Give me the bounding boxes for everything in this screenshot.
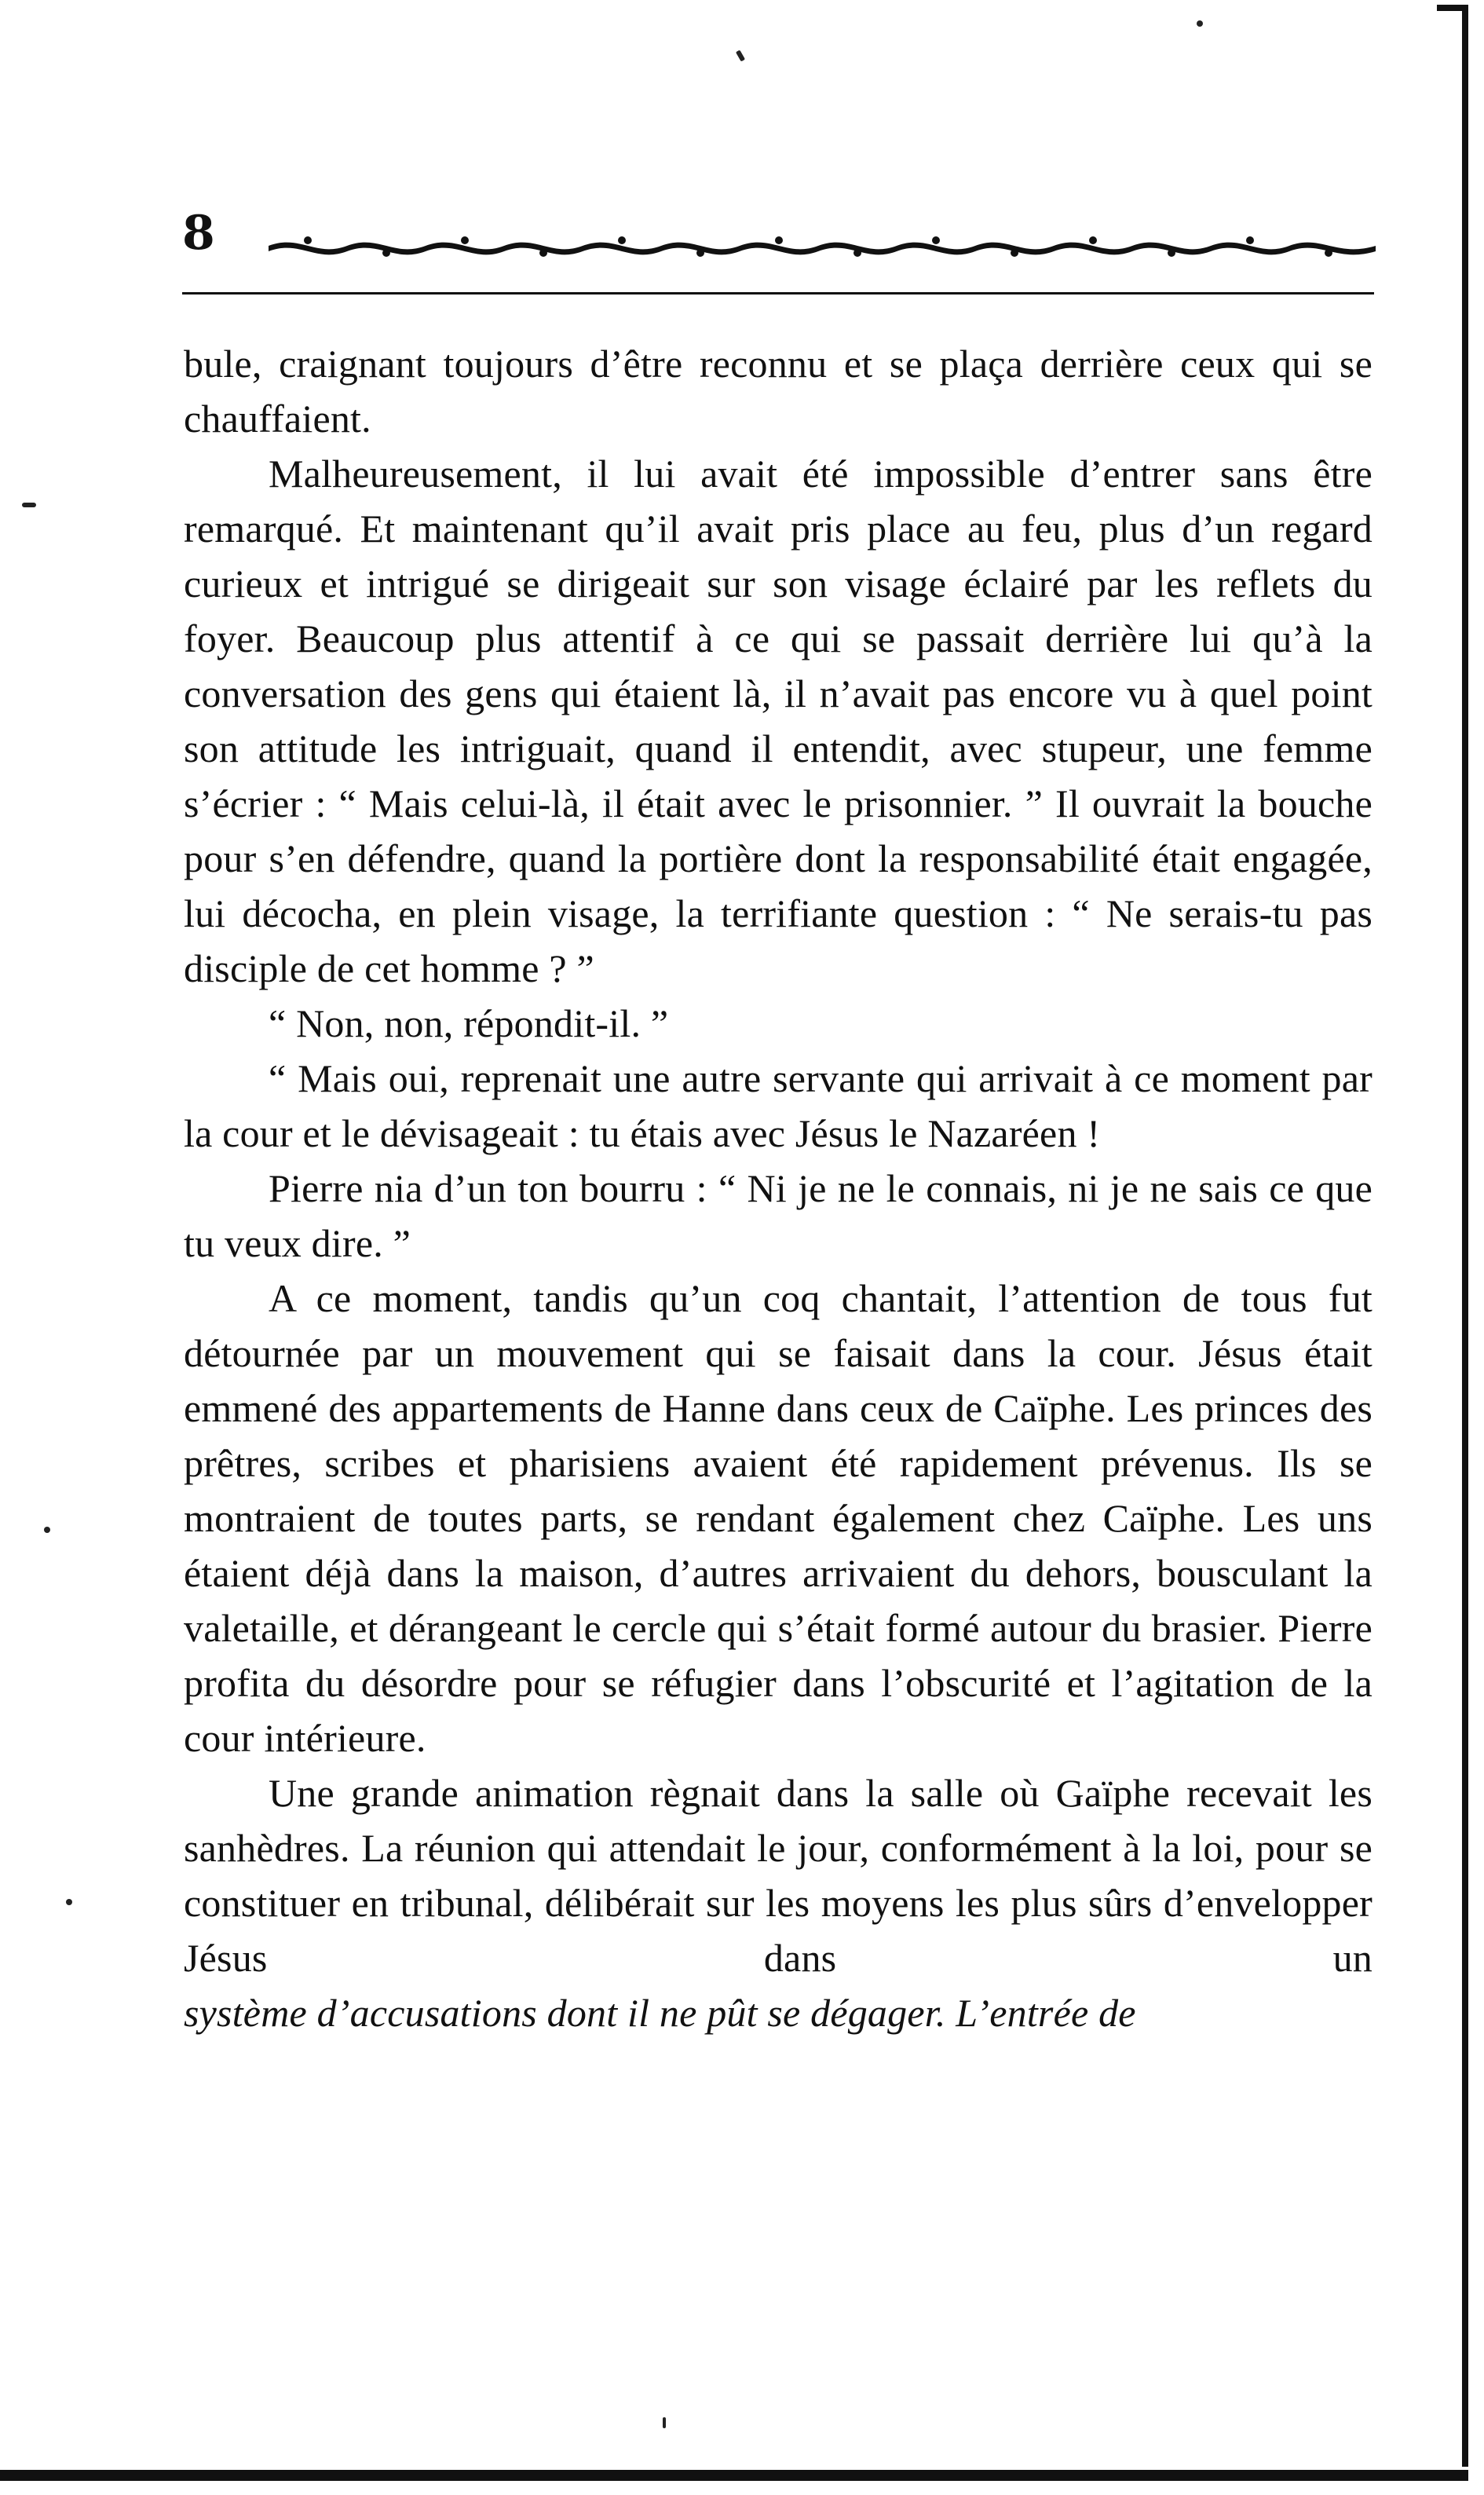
paragraph-continuation: système d’accusations dont il ne pût se dégager. L’entrée de: [184, 1991, 1136, 2035]
paragraph: A ce moment, tandis qu’un coq chantait, l’attention de tous fut détournée par un mouvement qui se faisait dans la cour. Jésus était emmené des appartements de Hanne dans ceux de Caïphe. Les princes des prêtres, scribes et pharisiens avaient été rapidement prévenus. Ils se montraient de toutes parts, se rendant également chez Caïphe. Les uns étaient déjà dans la maison, d’autres arrivaient du dehors, bousculant la valetaille, et dérangeant le cercle qui s’était formé autour du brasier. Pierre profita du désordre pour se réfugier dans l’obscurité et l’agitation de la cour intérieure.: [184, 1276, 1373, 1760]
paragraph: Malheureusement, il lui avait été impossible d’entrer sans être remarqué. Et maintenant qu’il avait pris place au feu, plus d’un regard curieux et intrigué se dirigeait sur son visage éclairé par les reflets du foyer. Beaucoup plus attentif à ce qui se passait derrière lui qu’à la conversation des gens qui étaient là, il n’avait pas encore vu à quel point son attitude les intriguait, quand il entendit, avec stupeur, une femme s’écrier : “ Mais celui-là, il était avec le prisonnier. ” Il ouvrait la bouche pour s’en défendre, quand la portière dont la responsabilité était engagée, lui décocha, en plein visage, la terrifiante question : “ Ne serais-tu pas disciple de cet homme ? ”: [184, 452, 1373, 990]
page-header: [182, 203, 1376, 273]
header-divider: [182, 292, 1374, 294]
decorative-ornament-icon: [269, 234, 1376, 258]
body-text: [184, 336, 1373, 2040]
scan-speck: [736, 49, 745, 61]
scan-speck: [66, 1899, 72, 1905]
scan-speck: [22, 503, 36, 507]
scan-border-bottom: [0, 2470, 1468, 2481]
scan-speck: [1197, 20, 1203, 27]
dialogue-paragraph: “ Mais oui, reprenait une autre servante qui arrivait à ce moment par la cour et le dévisageait : tu étais avec Jésus le Nazaréen !: [184, 1056, 1373, 1155]
paragraph: Pierre nia d’un ton bourru : “ Ni je ne le connais, ni je ne sais ce que tu veux dire. ”: [184, 1166, 1373, 1265]
scan-border-right: [1462, 5, 1468, 2467]
paragraph: Une grande animation règnait dans la salle où Gaïphe recevait les sanhèdres. La réunion qui attendait le jour, conformément à la loi, pour se constituer en tribunal, délibérait sur les moyens les plus sûrs d’envelopper Jésus dans un: [184, 1771, 1373, 1980]
scan-speck: [44, 1527, 50, 1533]
page-number: 8: [182, 206, 215, 261]
dialogue-paragraph: “ Non, non, répondit-il. ”: [269, 1001, 669, 1045]
paragraph: bule, craignant toujours d’être reconnu et se plaça derrière ceux qui se chauffaient.: [184, 342, 1373, 441]
scan-speck: [663, 2417, 666, 2428]
